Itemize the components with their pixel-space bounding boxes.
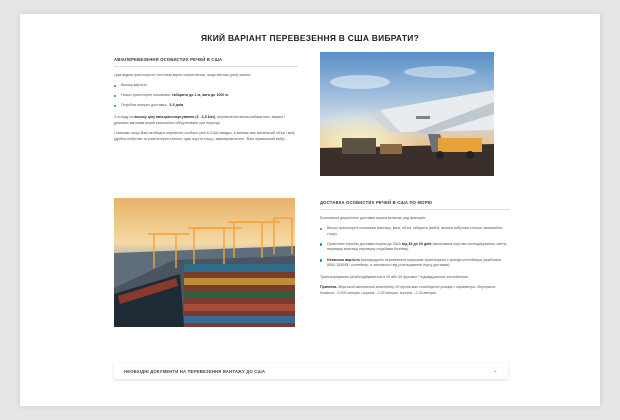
list-item: Низькі транспортні показники: габарити до 2 м, вага до 1000 кг: [114, 93, 298, 99]
sea-section: [320, 200, 510, 302]
list-item: Потрібна експрес доставка - 3-5 днів: [114, 103, 298, 109]
list-item: Орієнтовні терміни доставки морем до США від 35 до 60 днів (включаючи портове експедирування, митну перевірку вантажу, перевірку службами безпеки).: [320, 242, 510, 253]
list-item: Високу вартість: [114, 83, 298, 89]
documents-accordion[interactable]: [114, 363, 508, 379]
accordion-label: НЕОБХІДНІ ДОКУМЕНТИ НА ПЕРЕВЕЗЕННЯ ВАНТАЖУ ДО США: [124, 368, 266, 374]
bullet-icon: [320, 243, 322, 245]
bullet-icon: [320, 228, 322, 230]
air-bullets: [114, 83, 298, 109]
sea-heading: ДОСТАВКА ОСОБИСТИХ РЕЧЕЙ В США ПО МОРЮ: [320, 200, 433, 205]
sea-bullets: [320, 226, 510, 269]
bullet-icon: [114, 105, 116, 107]
list-item: Високі транспортні показники вантажу: вага, об'єм, габарити (меблі, велика побутова техніка, автомобіль тощо).: [320, 226, 510, 237]
air-section: [114, 57, 298, 147]
divider: [114, 66, 298, 67]
air-paragraph-cost: З огляду на високу ціну авіатранспортування (6 - 6,5 $/кг), перевезення великогабаритних, важких і дешевих вантажів вкрай економічно обґрунтоване при переїзді.: [114, 114, 286, 125]
air-paragraph-choice: І навпаки: якщо Вам необхідно перевезти особисті речі в США швидко, а вантаж має маленький об'єм і вагу (дрібна побутова та комп'ютерна техніка, одяг, взуття тощо), авіаперевезення - Ваш правильний вибір.: [114, 131, 295, 141]
air-intro: Цим видом транспортної логістики варто скористатись, якщо вантаж (речі) мають:: [114, 72, 252, 77]
bullet-icon: [114, 95, 116, 97]
container-port-image: [114, 198, 295, 327]
content-card: [20, 14, 600, 406]
bullet-icon: [114, 85, 116, 87]
list-item: Невисока вартість міжнародного перевезення морським транспортом з оренди контейнера (приблизно 8500-15500$ / контейнер, в залежності від розташування порту доставки): [320, 258, 510, 269]
page-title: ЯКИЙ ВАРІАНТ ПЕРЕВЕЗЕННЯ В США ВИБРАТИ?: [200, 33, 420, 43]
air-heading: АВІАПЕРЕВЕЗЕННЯ ОСОБИСТИХ РЕЧЕЙ В США: [114, 57, 223, 62]
airplane-cargo-image: [320, 52, 494, 176]
sea-intro: Економічна доцільність доставки морем включає ряд факторів:: [320, 215, 426, 220]
divider: [320, 209, 510, 210]
chevron-down-icon[interactable]: ⌄: [492, 368, 498, 374]
sea-note: Примітка. Морський вантажний контейнер 20 футів має стандартні розміри і параметри. Внутрішні: довжина - 5,905 метрів, ширина - 2,35 метрів, висота - 2,39 метрів.: [320, 285, 497, 295]
bullet-icon: [320, 259, 322, 261]
sea-paragraph-containers: Транспортування речей відбувається в 20 або 40 футових * індивідуальних контейнерах.: [320, 274, 469, 279]
